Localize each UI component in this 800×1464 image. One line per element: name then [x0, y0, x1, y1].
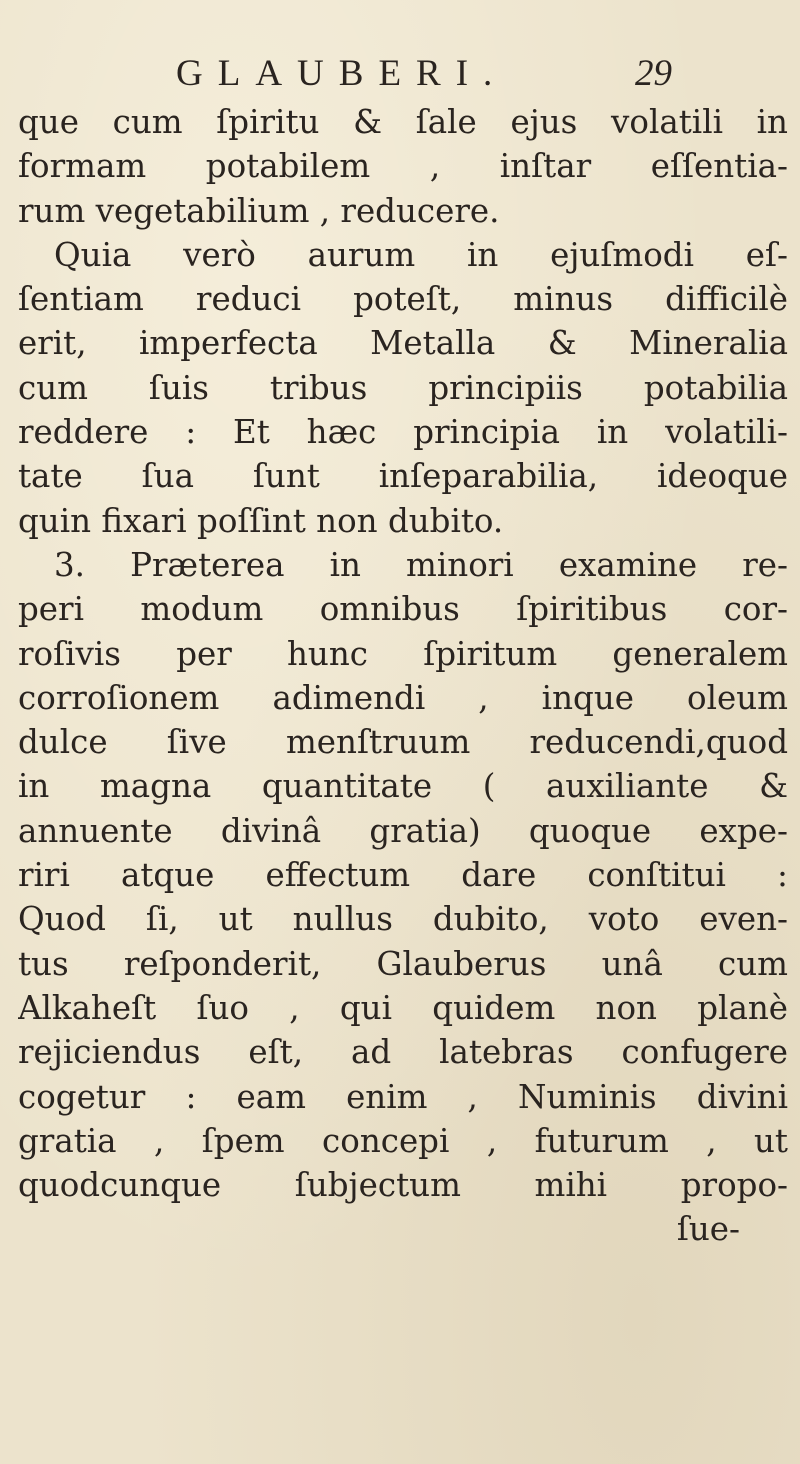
text-line: gratia , ſpem concepi , futurum , ut: [18, 1121, 788, 1160]
catchword: ſue-: [676, 1210, 740, 1249]
text-line: tus reſponderit, Glauberus unâ cum: [18, 944, 788, 983]
text-line: Quia verò aurum in ejuſmodi eſ-: [54, 235, 788, 274]
text-line: formam potabilem , inſtar eſſentia-: [18, 147, 788, 186]
text-line: Quod ſi, ut nullus dubito, voto even-: [18, 900, 788, 939]
text-line: que cum ſpiritu & ſale ejus volatili in: [18, 103, 788, 141]
text-line: corroſionem adimendi , inque oleum: [18, 678, 788, 717]
text-line: annuente divinâ gratia) quoque expe-: [18, 811, 788, 850]
text-line: reddere : Et hæc principia in volatili-: [18, 413, 788, 452]
text-line: quodcunque ſubjectum mihi propo-: [18, 1166, 788, 1205]
text-line: erit, imperfecta Metalla & Mineralia: [18, 324, 788, 363]
text-line: in magna quantitate ( auxiliante &: [18, 767, 788, 806]
text-line: ſentiam reduci poteſt, minus difficilè: [18, 280, 788, 319]
text-line: roſivis per hunc ſpiritum generalem: [18, 634, 788, 673]
text-line: dulce ſive menſtruum reducendi,quod: [18, 723, 788, 762]
text-line: riri atque effectum dare conſtitui :: [18, 856, 788, 895]
text-line: rejiciendus eſt, ad latebras confugere: [18, 1033, 788, 1072]
text-line: tate ſua ſunt inſeparabilia, ideoque: [18, 457, 788, 496]
text-line: rum vegetabilium , reducere.: [18, 191, 500, 230]
text-line: quin fixari poſſint non dubito.: [18, 501, 504, 540]
page-number: 29: [635, 53, 672, 94]
text-line: 3. Præterea in minori examine re-: [54, 545, 788, 584]
text-line: cogetur : eam enim , Numinis divini: [18, 1077, 788, 1116]
text-line: Alkaheſt ſuo , qui quidem non planè: [18, 988, 788, 1027]
body-text: [18, 100, 788, 1252]
running-title: GLAUBERI.: [176, 53, 508, 94]
text-line: cum ſuis tribus principiis potabilia: [18, 368, 788, 407]
running-head: [176, 50, 676, 98]
text-line: peri modum omnibus ſpiritibus cor-: [18, 590, 788, 629]
